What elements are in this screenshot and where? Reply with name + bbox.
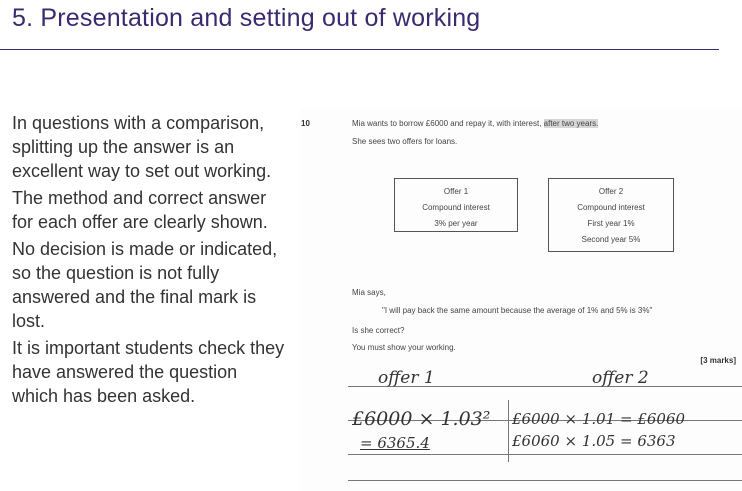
offer-2-title: Offer 2 <box>598 187 624 196</box>
question-line-2: She sees two offers for loans. <box>352 137 458 146</box>
handwritten-offer-1-result: = 6365.4 <box>360 434 430 452</box>
answer-line-3 <box>348 454 742 455</box>
explanation-paragraph-2: The method and correct answer for each offer are clearly shown. <box>12 188 268 232</box>
offer-2-box <box>548 178 674 252</box>
question-line-1 <box>352 119 598 128</box>
question-highlight: after two years. <box>543 119 599 128</box>
question-line-1-main: Mia wants to borrow £6000 and repay it, with interest, <box>352 119 544 128</box>
explanation-paragraph-3: No decision is made or indicated, so the question is not fully answered and the final mark is lost. <box>12 239 278 331</box>
offer-2-line-2: First year 1% <box>587 219 635 228</box>
explanation-paragraph-1: In questions with a comparison, splitting up the answer is an excellent way to set out working. <box>12 113 272 181</box>
offer-1-line-1: Compound interest <box>422 203 490 212</box>
mia-quote: "I will pay back the same amount because the average of 1% and 5% is 3%" <box>382 306 653 315</box>
exam-script-scan <box>300 108 742 491</box>
offer-2-line-1: Compound interest <box>577 203 645 212</box>
offer-2-line-3: Second year 5% <box>581 235 641 244</box>
handwritten-offer-2-calc-1: £6000 × 1.01 = £6060 <box>512 410 686 428</box>
question-number: 10 <box>301 119 310 128</box>
offer-1-title: Offer 1 <box>443 187 469 196</box>
offer-1-box <box>394 178 518 232</box>
handwritten-offer-1-label: offer 1 <box>378 368 435 388</box>
handwritten-offer-2-calc-2: £6060 × 1.05 = 6363 <box>512 432 676 450</box>
working-instruction: You must show your working. <box>352 343 456 352</box>
explanation-paragraph-4: It is important students check they have answered the question which has been asked. <box>12 338 285 406</box>
handwritten-offer-1-calc: £6000 × 1.03² <box>352 408 491 430</box>
working-divider <box>508 400 509 462</box>
page-title: 5. Presentation and setting out of working <box>12 4 481 32</box>
question-prompt: Is she correct? <box>352 326 405 335</box>
offer-1-line-2: 3% per year <box>434 219 478 228</box>
answer-line-4 <box>348 480 742 481</box>
handwritten-offer-2-label: offer 2 <box>592 368 649 388</box>
title-divider <box>0 49 719 50</box>
mia-says: Mia says, <box>352 288 386 297</box>
explanation-text <box>12 111 287 411</box>
marks-label: [3 marks] <box>700 356 736 365</box>
